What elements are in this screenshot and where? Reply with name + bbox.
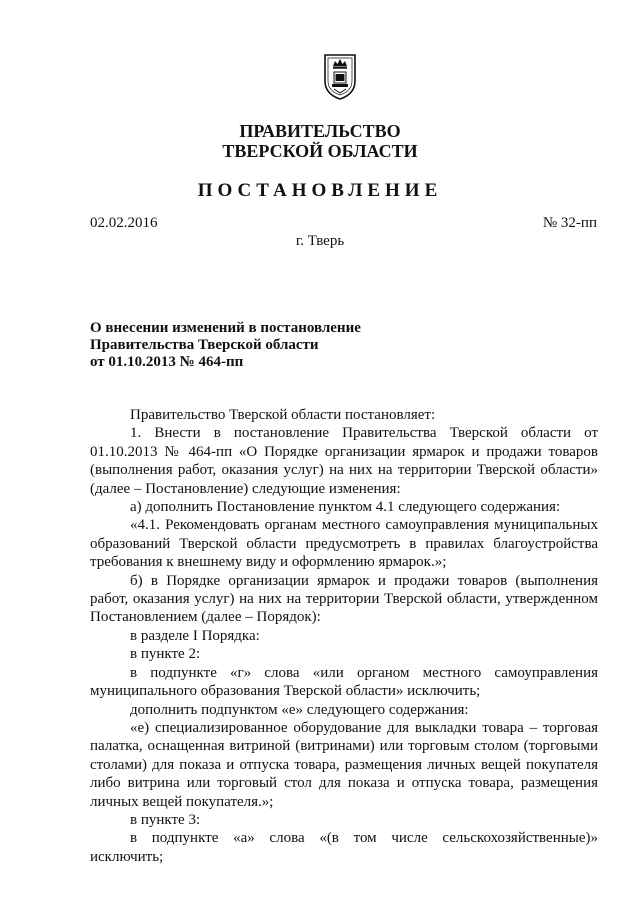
subject-line: О внесении изменений в постановление [90, 320, 361, 336]
body-paragraph: «4.1. Рекомендовать органам местного самоуправления муниципальных образований Тверской области предусмотреть в правилах благоустройства требования к внешнему виду и оформлению ярмарок.»; [90, 517, 598, 571]
body-paragraph: б) в Порядке организации ярмарок и продажи товаров (выполнения работ, оказания услуг) на них на территории Тверской области, утвержденном Постановлением (далее – Порядок): [90, 572, 598, 626]
body-paragraph: в подпункте «а» слова «(в том числе сельскохозяйственные)» исключить; [90, 830, 598, 865]
document-body [90, 406, 598, 866]
body-paragraph: в разделе I Порядка: [130, 627, 260, 644]
body-paragraph: а) дополнить Постановление пунктом 4.1 следующего содержания: [130, 499, 561, 516]
subject-line: от 01.10.2013 № 464-пп [90, 354, 244, 370]
government-name-line2: ТВЕРСКОЙ ОБЛАСТИ [222, 141, 418, 161]
document-number: № 32-пп [542, 215, 597, 231]
body-paragraph: в подпункте «г» слова «или органом местного самоуправления муниципального образования Тверской области» исключить; [90, 664, 598, 700]
document-date: 02.02.2016 [90, 215, 158, 231]
document-subject [90, 320, 361, 371]
subject-line: Правительства Тверской области [90, 337, 319, 353]
body-paragraph: в пункте 3: [130, 811, 201, 828]
coat-of-arms-icon [322, 53, 358, 101]
document-city: г. Тверь [295, 233, 345, 249]
document-type-title: ПОСТАНОВЛЕНИЕ [197, 180, 443, 201]
government-name-line1: ПРАВИТЕЛЬСТВО [239, 121, 401, 141]
body-paragraph: дополнить подпунктом «е» следующего содержания: [130, 701, 469, 718]
body-paragraph: Правительство Тверской области постановляет: [130, 407, 436, 423]
body-paragraph: в пункте 2: [130, 646, 201, 663]
body-paragraph: 1. Внести в постановление Правительства Тверской области от 01.10.2013 № 464-пп «О Порядке организации ярмарок и продажи товаров (выполнения работ, оказания услуг) на них на территории Тверской области» (далее – Постановление) следующие изменения: [90, 425, 598, 497]
body-paragraph: «е) специализированное оборудование для выкладки товара – торговая палатка, оснащенная витриной (витринами) или торговым столом (торговыми столами) для показа и отпуска товара, размещения личных вещей покупателя либо витрина или торговый стол для показа и отпуска товара, размещения личных вещей покупателя.»; [90, 719, 598, 810]
